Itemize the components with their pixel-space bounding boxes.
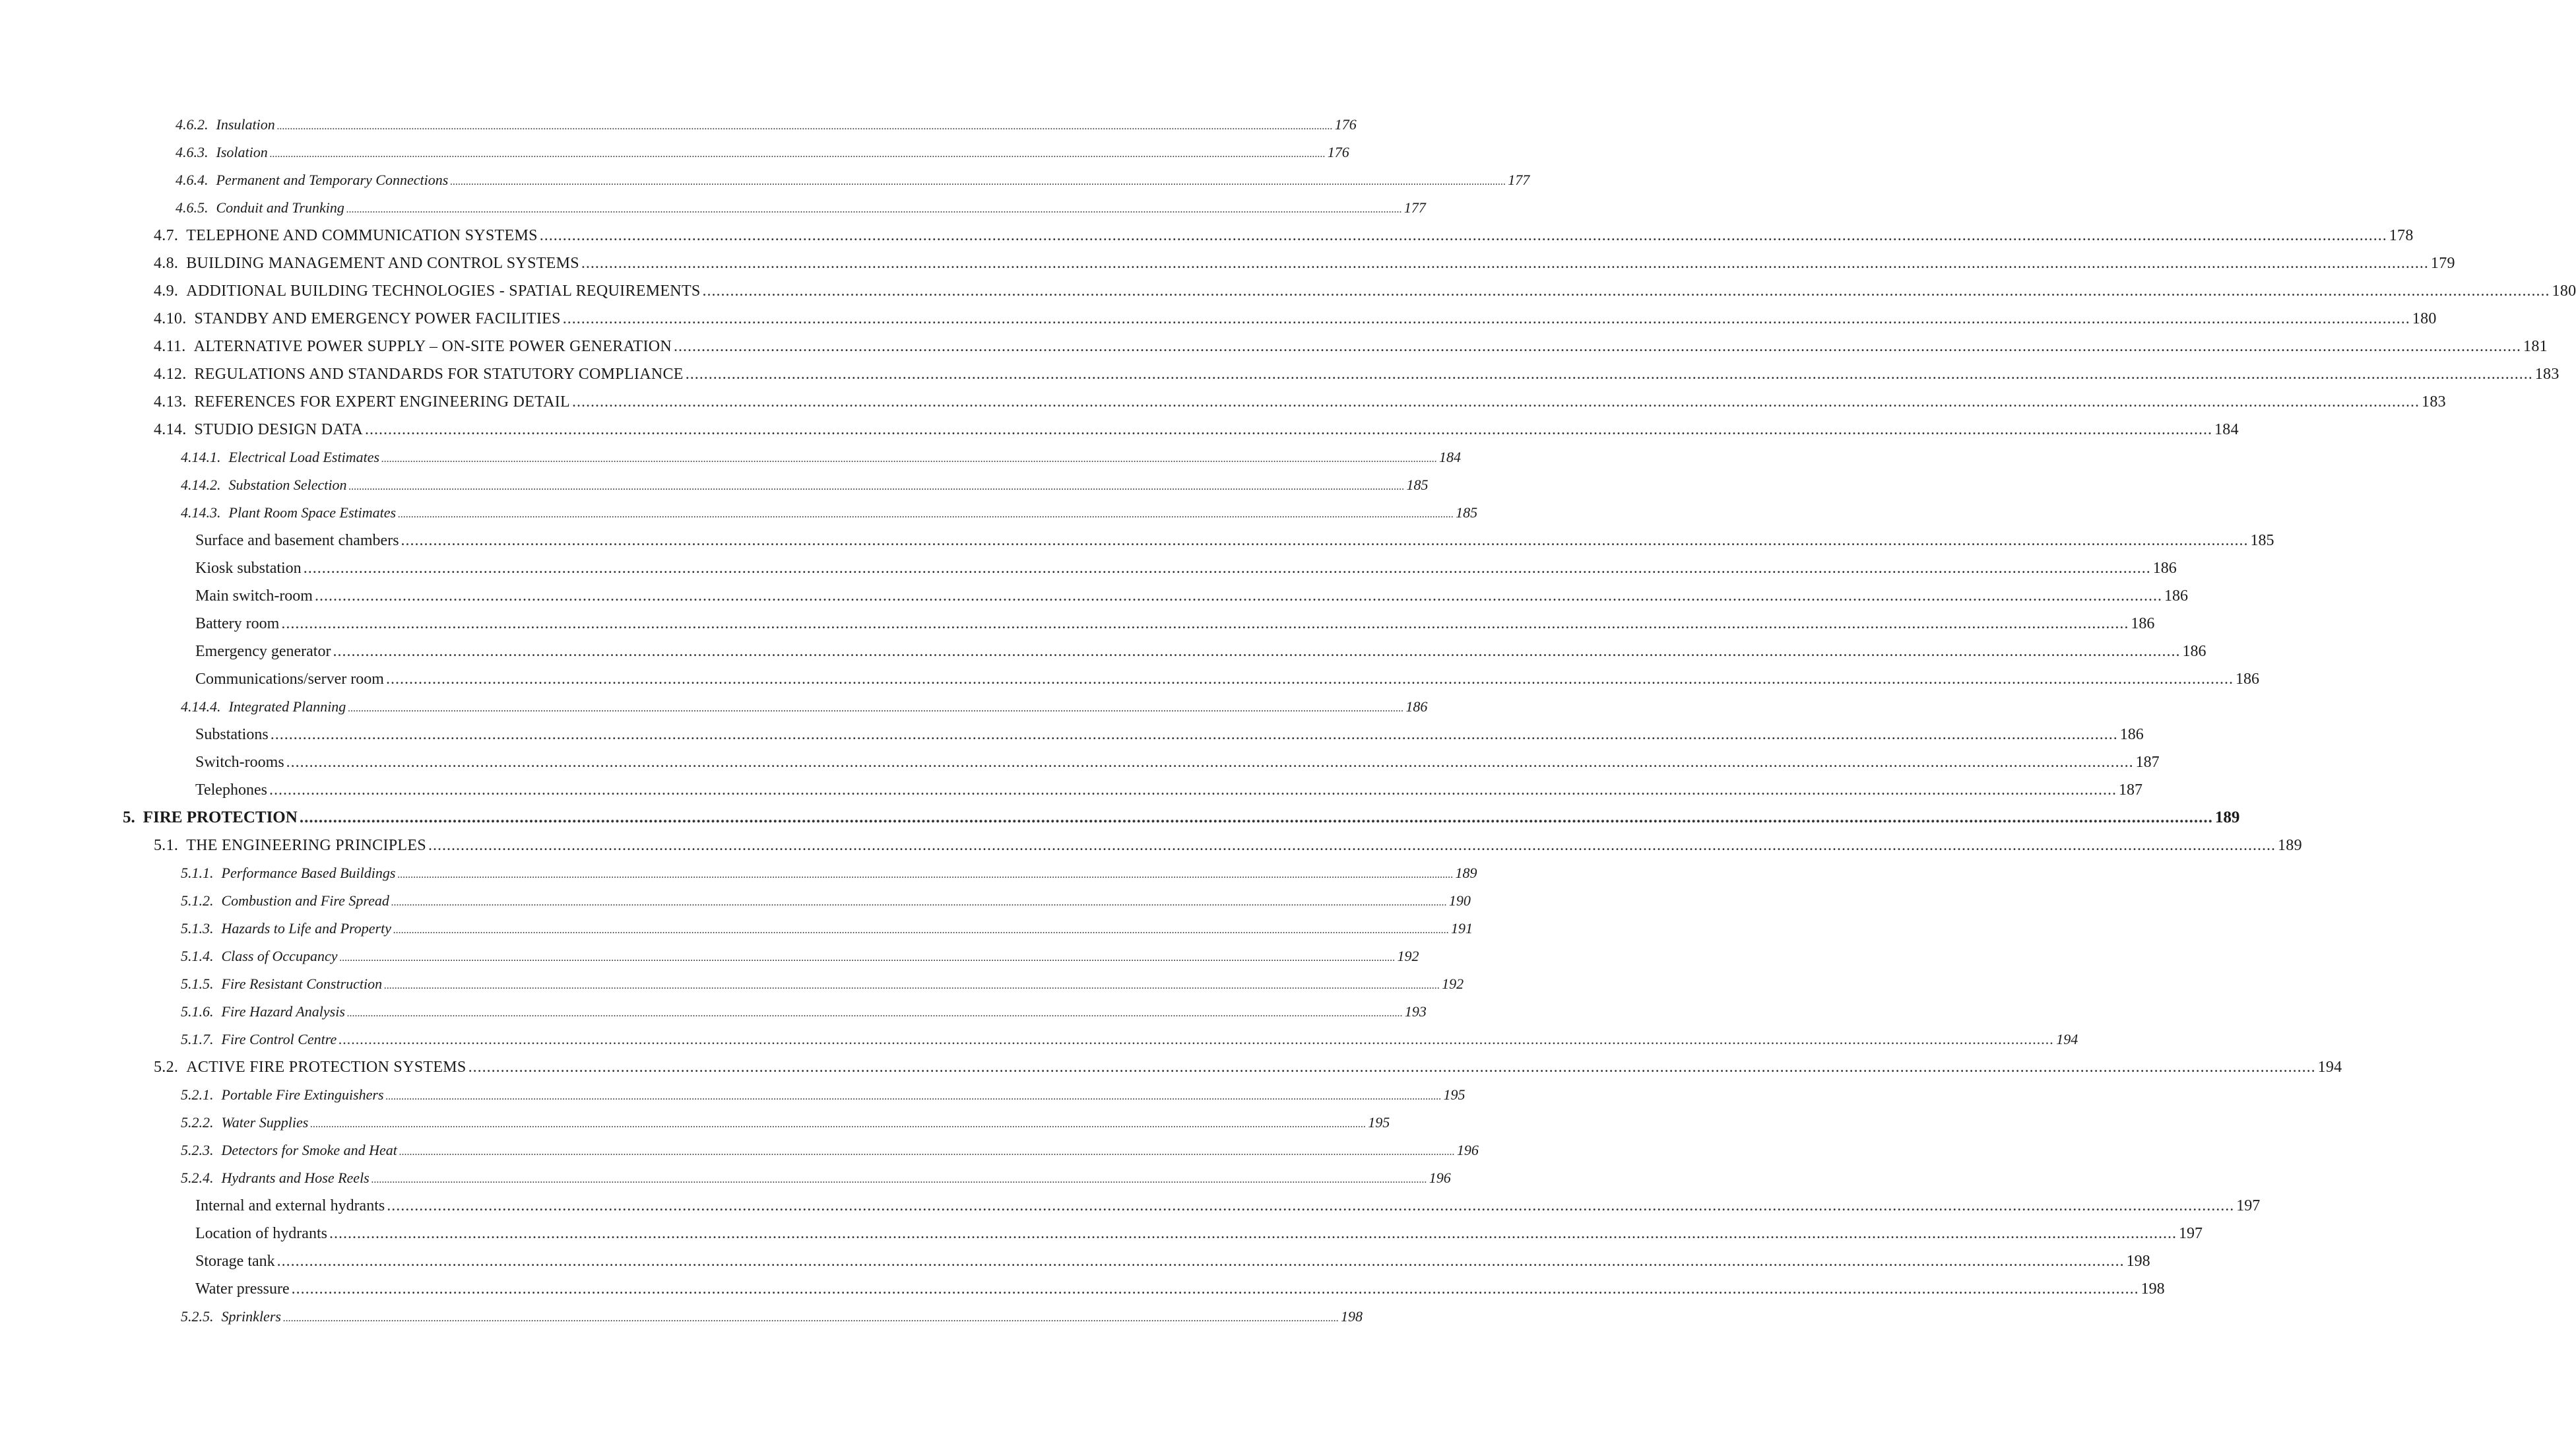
toc-entry-title: Kiosk substation (195, 560, 302, 577)
dot-leader: ................................................................................................................................................................................................................................................................................................................................................................................................................ (581, 255, 2429, 272)
toc-entry-number: 5.2.3. (181, 1142, 214, 1158)
toc-entry-title: Integrated Planning (228, 698, 346, 715)
toc-entry-page: 184 (2214, 421, 2239, 438)
toc-entry-text (154, 388, 570, 416)
toc-entry-title: Isolation (216, 144, 268, 160)
toc-entry-title: Sprinklers (221, 1308, 281, 1325)
toc-entry-title: Surface and basement chambers (195, 532, 399, 549)
dot-leader: ................................................................................................................................................................................................................................................................................................................................................................................................................ (281, 615, 2129, 632)
toc-entry[interactable] (0, 1109, 1390, 1137)
toc-entry-title: FIRE PROTECTION (143, 808, 298, 826)
toc-entry[interactable] (0, 1275, 2165, 1303)
toc-entry-title: REGULATIONS AND STANDARDS FOR STATUTORY COMPLIANCE (194, 366, 684, 383)
toc-entry-page: 191 (1450, 920, 1473, 937)
toc-entry[interactable] (0, 111, 1357, 139)
toc-entry-title: STANDBY AND EMERGENCY POWER FACILITIES (194, 310, 561, 327)
toc-entry-page: 196 (1456, 1142, 1479, 1158)
dot-leader: ................................................................................................................................................................................................................................................................................................................................................................................................................ (303, 560, 2151, 577)
toc-entry[interactable] (0, 1081, 1465, 1109)
dot-leader: ................................................................................................................................................................................................................................................................................................................................................................................................................ (299, 808, 2213, 826)
toc-entry-number: 4.6.5. (176, 199, 209, 216)
toc-entry-page: 198 (2126, 1253, 2150, 1270)
dot-leader: ................................................................................................................................................................................................................................................................................................................................................................................................................ (269, 148, 1326, 160)
toc-entry-page: 195 (1368, 1114, 1390, 1131)
dot-leader: ................................................................................................................................................................................................................................................................................................................................................................................................................ (468, 1059, 2316, 1076)
dot-leader: ................................................................................................................................................................................................................................................................................................................................................................................................................ (291, 1280, 2139, 1298)
toc-entry[interactable] (0, 998, 1427, 1026)
toc-entry[interactable] (0, 610, 2155, 638)
toc-entry-number: 4.6.2. (176, 116, 209, 133)
toc-entry-number: 4.14.4. (181, 698, 221, 715)
toc-entry-page: 179 (2430, 255, 2455, 272)
toc-entry-page: 195 (1443, 1086, 1465, 1103)
toc-entry-number: 5.1.4. (181, 948, 214, 964)
toc-entry-page: 185 (1456, 504, 1478, 521)
toc-entry[interactable] (0, 915, 1473, 942)
toc-entry-title: Communications/server room (195, 671, 384, 688)
toc-entry-page: 186 (2131, 615, 2155, 632)
dot-leader: ................................................................................................................................................................................................................................................................................................................................................................................................................ (314, 587, 2162, 605)
toc-entry-title: Hazards to Life and Property (221, 920, 391, 937)
toc-entry-title: Main switch-room (195, 587, 313, 605)
toc-entry-title: Fire Hazard Analysis (221, 1003, 345, 1020)
toc-entry-text (154, 222, 538, 249)
toc-entry[interactable] (0, 1220, 2203, 1247)
toc-entry-title: Permanent and Temporary Connections (216, 172, 449, 188)
dot-leader: ................................................................................................................................................................................................................................................................................................................................................................................................................ (371, 1174, 1427, 1185)
toc-entry-text (181, 998, 345, 1026)
toc-entry-text (176, 139, 268, 166)
toc-entry[interactable] (0, 305, 2437, 333)
toc-entry-page: 176 (1334, 116, 1357, 133)
toc-entry-number: 4.14.3. (181, 504, 221, 521)
toc-entry[interactable] (0, 1026, 2078, 1053)
dot-leader: ................................................................................................................................................................................................................................................................................................................................................................................................................ (338, 1031, 2055, 1047)
dot-leader: ................................................................................................................................................................................................................................................................................................................................................................................................................ (397, 869, 1454, 880)
dot-leader: ................................................................................................................................................................................................................................................................................................................................................................................................................ (398, 509, 1454, 520)
toc-entry-text (181, 915, 391, 942)
toc-entry-page: 194 (2317, 1059, 2342, 1076)
toc-entry-text (181, 693, 346, 721)
dot-leader: ................................................................................................................................................................................................................................................................................................................................................................................................................ (384, 980, 1440, 991)
toc-entry-number: 5.1.1. (181, 865, 214, 881)
toc-entry[interactable] (0, 859, 1477, 887)
toc-entry-title: STUDIO DESIGN DATA (194, 421, 363, 438)
toc-entry-page: 194 (2056, 1031, 2078, 1047)
toc-entry[interactable] (0, 360, 2560, 388)
toc-entry[interactable] (0, 887, 1471, 915)
dot-leader: ................................................................................................................................................................................................................................................................................................................................................................................................................ (381, 453, 1438, 465)
toc-entry-number: 5.1.7. (181, 1031, 214, 1047)
toc-entry-title: Insulation (216, 116, 275, 133)
toc-entry-number: 5.1.2. (181, 892, 214, 909)
toc-entry-page: 192 (1442, 975, 1464, 992)
toc-entry-text (154, 305, 561, 333)
dot-leader: ................................................................................................................................................................................................................................................................................................................................................................................................................ (674, 338, 2522, 355)
toc-entry-page: 197 (2178, 1225, 2203, 1242)
toc-entry-title: Electrical Load Estimates (228, 449, 380, 465)
toc-entry-text (154, 360, 684, 388)
toc-entry-text (181, 859, 395, 887)
toc-entry-number: 4.11. (154, 338, 186, 355)
toc-entry-text (181, 887, 389, 915)
toc-entry[interactable] (0, 527, 2274, 554)
toc-entry[interactable] (0, 277, 2576, 305)
dot-leader: ................................................................................................................................................................................................................................................................................................................................................................................................................ (286, 754, 2134, 771)
toc-entry-page: 190 (1448, 892, 1471, 909)
dot-leader: ................................................................................................................................................................................................................................................................................................................................................................................................................ (391, 897, 1447, 908)
toc-entry[interactable] (0, 638, 2206, 665)
toc-entry-page: 186 (2235, 671, 2259, 688)
toc-entry[interactable] (0, 748, 2160, 776)
toc-entry-text (181, 471, 347, 499)
toc-entry-text (154, 416, 363, 444)
toc-entry-title: Detectors for Smoke and Heat (221, 1142, 397, 1158)
toc-entry-text (181, 1109, 308, 1137)
dot-leader: ................................................................................................................................................................................................................................................................................................................................................................................................................ (387, 1197, 2235, 1214)
dot-leader: ................................................................................................................................................................................................................................................................................................................................................................................................................ (702, 282, 2550, 300)
dot-leader: ................................................................................................................................................................................................................................................................................................................................................................................................................ (401, 532, 2249, 549)
dot-leader: ................................................................................................................................................................................................................................................................................................................................................................................................................ (572, 393, 2420, 411)
dot-leader: ................................................................................................................................................................................................................................................................................................................................................................................................................ (346, 1008, 1403, 1019)
toc-entry-title: Switch-rooms (195, 754, 284, 771)
toc-entry-text (181, 942, 337, 970)
toc-entry-text (181, 499, 396, 527)
toc-entry-title: ACTIVE FIRE PROTECTION SYSTEMS (186, 1059, 467, 1076)
toc-entry[interactable] (0, 444, 1462, 471)
toc-entry[interactable] (0, 804, 2240, 832)
toc-entry-page: 186 (2164, 587, 2188, 605)
toc-entry-title: Water pressure (195, 1280, 290, 1298)
toc-entry[interactable] (0, 693, 1428, 721)
toc-entry-text (181, 1303, 281, 1331)
toc-entry-page: 186 (2182, 643, 2206, 660)
toc-entry-text (181, 970, 382, 998)
toc-entry-title: ADDITIONAL BUILDING TECHNOLOGIES - SPATIAL REQUIREMENTS (186, 282, 701, 300)
toc-entry-page: 181 (2523, 338, 2548, 355)
dot-leader: ................................................................................................................................................................................................................................................................................................................................................................................................................ (270, 726, 2118, 743)
toc-entry-text (181, 1081, 384, 1109)
toc-entry[interactable] (0, 1053, 2342, 1081)
toc-entry-number: 5.1.3. (181, 920, 214, 937)
toc-entry-page: 189 (1455, 865, 1477, 881)
toc-entry-number: 4.14. (154, 421, 187, 438)
dot-leader: ................................................................................................................................................................................................................................................................................................................................................................................................................ (348, 703, 1404, 714)
toc-entry[interactable] (0, 222, 2414, 249)
toc-entry[interactable] (0, 194, 1426, 222)
toc-entry-page: 187 (2118, 781, 2142, 799)
toc-entry-title: Telephones (195, 781, 267, 799)
toc-entry-number: 4.12. (154, 366, 187, 383)
toc-entry-page: 198 (2141, 1280, 2165, 1298)
dot-leader: ................................................................................................................................................................................................................................................................................................................................................................................................................ (348, 481, 1405, 492)
dot-leader: ................................................................................................................................................................................................................................................................................................................................................................................................................ (385, 1091, 1442, 1102)
toc-entry-number: 5.2.2. (181, 1114, 214, 1131)
toc-entry-text (154, 277, 701, 305)
toc-entry[interactable] (0, 776, 2142, 804)
toc-entry-title: THE ENGINEERING PRINCIPLES (186, 837, 426, 854)
toc-entry-page: 186 (1405, 698, 1428, 715)
toc-entry-text (181, 1137, 397, 1164)
dot-leader: ................................................................................................................................................................................................................................................................................................................................................................................................................ (399, 1146, 1455, 1158)
dot-leader: ................................................................................................................................................................................................................................................................................................................................................................................................................ (329, 1225, 2177, 1242)
toc-entry-text (181, 1026, 337, 1053)
toc-entry-page: 186 (2152, 560, 2177, 577)
toc-entry-page: 198 (1340, 1308, 1363, 1325)
toc-entry-text (154, 832, 426, 859)
toc-entry-title: REFERENCES FOR EXPERT ENGINEERING DETAIL (194, 393, 571, 411)
dot-leader: ................................................................................................................................................................................................................................................................................................................................................................................................................ (393, 925, 1449, 936)
dot-leader: ................................................................................................................................................................................................................................................................................................................................................................................................................ (562, 310, 2410, 327)
toc-entry-page: 185 (2250, 532, 2274, 549)
toc-entry-title: Portable Fire Extinguishers (221, 1086, 384, 1103)
toc-entry-title: Conduit and Trunking (216, 199, 344, 216)
toc-entry-page: 186 (2119, 726, 2144, 743)
toc-entry-title: Emergency generator (195, 643, 331, 660)
toc-entry[interactable] (0, 139, 1349, 166)
dot-leader: ................................................................................................................................................................................................................................................................................................................................................................................................................ (333, 643, 2181, 660)
toc-entry[interactable] (0, 832, 2302, 859)
toc-entry-title: ALTERNATIVE POWER SUPPLY – ON-SITE POWER GENERATION (193, 338, 672, 355)
dot-leader: ................................................................................................................................................................................................................................................................................................................................................................................................................ (276, 1253, 2125, 1270)
toc-entry[interactable] (0, 1303, 1363, 1331)
toc-entry-title: Performance Based Buildings (221, 865, 396, 881)
toc-entry-title: Substations (195, 726, 269, 743)
dot-leader: ................................................................................................................................................................................................................................................................................................................................................................................................................ (539, 227, 2387, 244)
toc-entry-text (176, 166, 448, 194)
toc-entry-title: Substation Selection (228, 477, 347, 493)
toc-entry-number: 4.14.2. (181, 477, 221, 493)
toc-entry[interactable] (0, 582, 2188, 610)
toc-entry-page: 184 (1439, 449, 1462, 465)
toc-entry-number: 4.8. (154, 255, 179, 272)
toc-entry-title: Water Supplies (221, 1114, 309, 1131)
toc-entry-title: Plant Room Space Estimates (228, 504, 397, 521)
toc-entry-page: 180 (2412, 310, 2437, 327)
dot-leader: ................................................................................................................................................................................................................................................................................................................................................................................................................ (450, 176, 1506, 187)
toc-entry[interactable] (0, 721, 2144, 748)
toc-entry-page: 178 (2389, 227, 2414, 244)
toc-entry-title: Fire Resistant Construction (221, 975, 383, 992)
toc-entry-text (123, 804, 298, 832)
toc-entry-number: 5. (123, 808, 135, 826)
toc-entry[interactable] (0, 333, 2548, 360)
toc-entry-page: 183 (2534, 366, 2560, 383)
toc-entry-page: 196 (1429, 1170, 1451, 1186)
toc-entry-title: Class of Occupancy (221, 948, 338, 964)
toc-entry-number: 5.1.5. (181, 975, 214, 992)
toc-entry-text (176, 194, 344, 222)
toc-entry[interactable] (0, 665, 2259, 693)
toc-entry[interactable] (0, 1164, 1451, 1192)
dot-leader: ................................................................................................................................................................................................................................................................................................................................................................................................................ (282, 1313, 1339, 1324)
dot-leader: ................................................................................................................................................................................................................................................................................................................................................................................................................ (346, 204, 1402, 215)
toc-entry[interactable] (0, 554, 2177, 582)
toc-entry-page: 176 (1327, 144, 1349, 160)
dot-leader: ................................................................................................................................................................................................................................................................................................................................................................................................................ (310, 1119, 1367, 1130)
table-of-contents (0, 111, 2576, 1331)
toc-entry-number: 5.2. (154, 1059, 179, 1076)
toc-entry-text (181, 1164, 370, 1192)
toc-entry-number: 4.6.4. (176, 172, 209, 188)
dot-leader: ................................................................................................................................................................................................................................................................................................................................................................................................................ (276, 121, 1333, 132)
toc-entry[interactable] (0, 942, 1419, 970)
toc-entry-title: Storage tank (195, 1253, 275, 1270)
dot-leader: ................................................................................................................................................................................................................................................................................................................................................................................................................ (364, 421, 2212, 438)
toc-entry-text (181, 444, 379, 471)
toc-entry-number: 4.7. (154, 227, 179, 244)
toc-entry-title: TELEPHONE AND COMMUNICATION SYSTEMS (186, 227, 538, 244)
toc-entry[interactable] (0, 499, 1478, 527)
toc-entry[interactable] (0, 471, 1429, 499)
toc-entry[interactable] (0, 1137, 1479, 1164)
dot-leader: ................................................................................................................................................................................................................................................................................................................................................................................................................ (685, 366, 2533, 383)
toc-entry[interactable] (0, 166, 1530, 194)
toc-entry-page: 189 (2277, 837, 2302, 854)
dot-leader: ................................................................................................................................................................................................................................................................................................................................................................................................................ (339, 952, 1396, 964)
toc-entry-text (176, 111, 275, 139)
toc-entry[interactable] (0, 388, 2446, 416)
toc-entry-number: 4.14.1. (181, 449, 221, 465)
toc-entry-text (154, 249, 579, 277)
toc-entry-page: 185 (1406, 477, 1429, 493)
toc-entry-page: 187 (2135, 754, 2160, 771)
toc-entry-title: Battery room (195, 615, 280, 632)
toc-entry-number: 4.6.3. (176, 144, 209, 160)
toc-entry[interactable] (0, 1247, 2150, 1275)
toc-entry-text (154, 1053, 467, 1081)
toc-entry-page: 183 (2422, 393, 2446, 411)
toc-entry-text (154, 333, 672, 360)
toc-entry[interactable] (0, 970, 1464, 998)
dot-leader: ................................................................................................................................................................................................................................................................................................................................................................................................................ (385, 671, 2234, 688)
toc-entry-number: 5.1. (154, 837, 179, 854)
toc-entry-page: 177 (1403, 199, 1426, 216)
toc-entry-number: 5.2.5. (181, 1308, 214, 1325)
toc-entry-number: 5.2.1. (181, 1086, 214, 1103)
toc-entry-title: Internal and external hydrants (195, 1197, 385, 1214)
toc-entry-page: 177 (1508, 172, 1530, 188)
toc-entry-title: Location of hydrants (195, 1225, 327, 1242)
toc-entry-number: 4.13. (154, 393, 187, 411)
toc-entry-page: 197 (2236, 1197, 2261, 1214)
toc-entry-title: Hydrants and Hose Reels (221, 1170, 370, 1186)
toc-entry-page: 189 (2214, 808, 2240, 826)
dot-leader: ................................................................................................................................................................................................................................................................................................................................................................................................................ (428, 837, 2276, 854)
toc-entry-number: 5.2.4. (181, 1170, 214, 1186)
toc-entry-page: 193 (1404, 1003, 1427, 1020)
dot-leader: ................................................................................................................................................................................................................................................................................................................................................................................................................ (269, 781, 2117, 799)
toc-entry[interactable] (0, 249, 2455, 277)
toc-entry-number: 4.10. (154, 310, 187, 327)
toc-entry-number: 5.1.6. (181, 1003, 214, 1020)
toc-entry-page: 180 (2552, 282, 2576, 300)
toc-entry-title: Combustion and Fire Spread (221, 892, 389, 909)
toc-entry-title: Fire Control Centre (221, 1031, 337, 1047)
toc-entry[interactable] (0, 416, 2239, 444)
toc-entry-number: 4.9. (154, 282, 179, 300)
toc-entry[interactable] (0, 1192, 2261, 1220)
toc-entry-title: BUILDING MANAGEMENT AND CONTROL SYSTEMS (186, 255, 579, 272)
toc-entry-page: 192 (1397, 948, 1419, 964)
